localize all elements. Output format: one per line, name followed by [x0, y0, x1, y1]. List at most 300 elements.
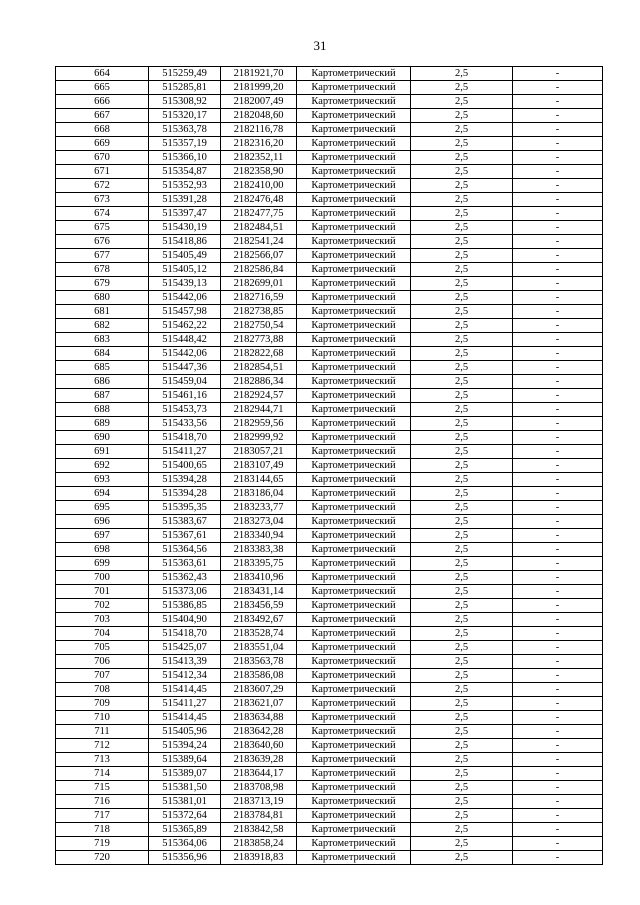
x-coordinate-cell: 515405,12: [149, 263, 221, 277]
method-cell: Картометрический: [297, 473, 411, 487]
table-row: [56, 683, 603, 697]
method-cell: Картометрический: [297, 697, 411, 711]
note-cell: -: [513, 655, 603, 669]
point-number-cell: 691: [56, 445, 149, 459]
point-number-cell: 667: [56, 109, 149, 123]
table-row: [56, 165, 603, 179]
y-coordinate-cell: 2182773,88: [221, 333, 297, 347]
y-coordinate-cell: 2183642,28: [221, 725, 297, 739]
y-coordinate-cell: 2183273,04: [221, 515, 297, 529]
y-coordinate-cell: 2183410,96: [221, 571, 297, 585]
accuracy-cell: 2,5: [411, 473, 513, 487]
x-coordinate-cell: 515462,22: [149, 319, 221, 333]
y-coordinate-cell: 2183563,78: [221, 655, 297, 669]
note-cell: -: [513, 277, 603, 291]
table-row: [56, 81, 603, 95]
table-row: [56, 529, 603, 543]
method-cell: Картометрический: [297, 417, 411, 431]
x-coordinate-cell: 515362,43: [149, 571, 221, 585]
point-number-cell: 682: [56, 319, 149, 333]
note-cell: -: [513, 557, 603, 571]
point-number-cell: 715: [56, 781, 149, 795]
x-coordinate-cell: 515285,81: [149, 81, 221, 95]
accuracy-cell: 2,5: [411, 711, 513, 725]
x-coordinate-cell: 515418,70: [149, 627, 221, 641]
page-number: 31: [313, 38, 327, 53]
accuracy-cell: 2,5: [411, 291, 513, 305]
method-cell: Картометрический: [297, 725, 411, 739]
y-coordinate-cell: 2182716,59: [221, 291, 297, 305]
table-row: [56, 781, 603, 795]
y-coordinate-cell: 2182886,34: [221, 375, 297, 389]
y-coordinate-cell: 2183640,60: [221, 739, 297, 753]
table-row: [56, 557, 603, 571]
note-cell: -: [513, 515, 603, 529]
table-row: [56, 333, 603, 347]
method-cell: Картометрический: [297, 795, 411, 809]
y-coordinate-cell: 2183586,08: [221, 669, 297, 683]
point-number-cell: 713: [56, 753, 149, 767]
table-row: [56, 739, 603, 753]
method-cell: Картометрический: [297, 613, 411, 627]
note-cell: -: [513, 445, 603, 459]
accuracy-cell: 2,5: [411, 67, 513, 81]
y-coordinate-cell: 2182358,90: [221, 165, 297, 179]
point-number-cell: 701: [56, 585, 149, 599]
method-cell: Картометрический: [297, 543, 411, 557]
y-coordinate-cell: 2182738,85: [221, 305, 297, 319]
x-coordinate-cell: 515364,06: [149, 837, 221, 851]
point-number-cell: 695: [56, 501, 149, 515]
table-row: [56, 445, 603, 459]
table-row: [56, 109, 603, 123]
note-cell: -: [513, 207, 603, 221]
note-cell: -: [513, 683, 603, 697]
x-coordinate-cell: 515418,86: [149, 235, 221, 249]
x-coordinate-cell: 515386,85: [149, 599, 221, 613]
accuracy-cell: 2,5: [411, 851, 513, 865]
method-cell: Картометрический: [297, 669, 411, 683]
table-row: [56, 431, 603, 445]
x-coordinate-cell: 515365,89: [149, 823, 221, 837]
x-coordinate-cell: 515418,70: [149, 431, 221, 445]
x-coordinate-cell: 515372,64: [149, 809, 221, 823]
x-coordinate-cell: 515413,39: [149, 655, 221, 669]
y-coordinate-cell: 2183842,58: [221, 823, 297, 837]
note-cell: -: [513, 403, 603, 417]
y-coordinate-cell: 2183340,94: [221, 529, 297, 543]
note-cell: -: [513, 305, 603, 319]
y-coordinate-cell: 2182352,11: [221, 151, 297, 165]
method-cell: Картометрический: [297, 515, 411, 529]
point-number-cell: 679: [56, 277, 149, 291]
note-cell: -: [513, 347, 603, 361]
point-number-cell: 692: [56, 459, 149, 473]
table-row: [56, 389, 603, 403]
note-cell: -: [513, 627, 603, 641]
point-number-cell: 675: [56, 221, 149, 235]
table-row: [56, 459, 603, 473]
x-coordinate-cell: 515448,42: [149, 333, 221, 347]
method-cell: Картометрический: [297, 627, 411, 641]
y-coordinate-cell: 2182477,75: [221, 207, 297, 221]
x-coordinate-cell: 515442,06: [149, 347, 221, 361]
point-number-cell: 687: [56, 389, 149, 403]
y-coordinate-cell: 2183144,65: [221, 473, 297, 487]
note-cell: -: [513, 585, 603, 599]
accuracy-cell: 2,5: [411, 543, 513, 557]
x-coordinate-cell: 515395,35: [149, 501, 221, 515]
x-coordinate-cell: 515259,49: [149, 67, 221, 81]
table-row: [56, 837, 603, 851]
accuracy-cell: 2,5: [411, 669, 513, 683]
method-cell: Картометрический: [297, 487, 411, 501]
x-coordinate-cell: 515404,90: [149, 613, 221, 627]
y-coordinate-cell: 2183621,07: [221, 697, 297, 711]
table-row: [56, 655, 603, 669]
y-coordinate-cell: 2183713,19: [221, 795, 297, 809]
accuracy-cell: 2,5: [411, 585, 513, 599]
y-coordinate-cell: 2182484,51: [221, 221, 297, 235]
x-coordinate-cell: 515383,67: [149, 515, 221, 529]
note-cell: -: [513, 263, 603, 277]
method-cell: Картометрический: [297, 753, 411, 767]
table-row: [56, 487, 603, 501]
point-number-cell: 666: [56, 95, 149, 109]
accuracy-cell: 2,5: [411, 781, 513, 795]
point-number-cell: 685: [56, 361, 149, 375]
accuracy-cell: 2,5: [411, 445, 513, 459]
table-row: [56, 221, 603, 235]
accuracy-cell: 2,5: [411, 109, 513, 123]
point-number-cell: 672: [56, 179, 149, 193]
note-cell: -: [513, 529, 603, 543]
accuracy-cell: 2,5: [411, 823, 513, 837]
x-coordinate-cell: 515364,56: [149, 543, 221, 557]
method-cell: Картометрический: [297, 445, 411, 459]
method-cell: Картометрический: [297, 319, 411, 333]
table-row: [56, 613, 603, 627]
accuracy-cell: 2,5: [411, 431, 513, 445]
method-cell: Картометрический: [297, 781, 411, 795]
table-row: [56, 809, 603, 823]
note-cell: -: [513, 599, 603, 613]
x-coordinate-cell: 515414,45: [149, 683, 221, 697]
method-cell: Картометрический: [297, 711, 411, 725]
note-cell: -: [513, 781, 603, 795]
accuracy-cell: 2,5: [411, 487, 513, 501]
method-cell: Картометрический: [297, 221, 411, 235]
accuracy-cell: 2,5: [411, 753, 513, 767]
point-number-cell: 674: [56, 207, 149, 221]
accuracy-cell: 2,5: [411, 655, 513, 669]
point-number-cell: 710: [56, 711, 149, 725]
note-cell: -: [513, 109, 603, 123]
method-cell: Картометрический: [297, 109, 411, 123]
y-coordinate-cell: 2182316,20: [221, 137, 297, 151]
accuracy-cell: 2,5: [411, 123, 513, 137]
method-cell: Картометрический: [297, 95, 411, 109]
note-cell: -: [513, 809, 603, 823]
y-coordinate-cell: 2183784,81: [221, 809, 297, 823]
note-cell: -: [513, 319, 603, 333]
method-cell: Картометрический: [297, 837, 411, 851]
coordinates-table: [55, 66, 603, 865]
table-row: [56, 571, 603, 585]
accuracy-cell: 2,5: [411, 739, 513, 753]
note-cell: -: [513, 235, 603, 249]
accuracy-cell: 2,5: [411, 277, 513, 291]
y-coordinate-cell: 2182944,71: [221, 403, 297, 417]
table-row: [56, 473, 603, 487]
table-row: [56, 207, 603, 221]
x-coordinate-cell: 515397,47: [149, 207, 221, 221]
table-row: [56, 305, 603, 319]
x-coordinate-cell: 515442,06: [149, 291, 221, 305]
point-number-cell: 699: [56, 557, 149, 571]
table-row: [56, 725, 603, 739]
point-number-cell: 705: [56, 641, 149, 655]
x-coordinate-cell: 515389,64: [149, 753, 221, 767]
method-cell: Картометрический: [297, 403, 411, 417]
method-cell: Картометрический: [297, 123, 411, 137]
note-cell: -: [513, 417, 603, 431]
table-row: [56, 669, 603, 683]
note-cell: -: [513, 249, 603, 263]
method-cell: Картометрический: [297, 739, 411, 753]
point-number-cell: 669: [56, 137, 149, 151]
y-coordinate-cell: 2182822,68: [221, 347, 297, 361]
point-number-cell: 716: [56, 795, 149, 809]
x-coordinate-cell: 515457,98: [149, 305, 221, 319]
y-coordinate-cell: 2183551,04: [221, 641, 297, 655]
accuracy-cell: 2,5: [411, 81, 513, 95]
y-coordinate-cell: 2183456,59: [221, 599, 297, 613]
point-number-cell: 694: [56, 487, 149, 501]
y-coordinate-cell: 2182007,49: [221, 95, 297, 109]
x-coordinate-cell: 515447,36: [149, 361, 221, 375]
y-coordinate-cell: 2182476,48: [221, 193, 297, 207]
table-row: [56, 249, 603, 263]
method-cell: Картометрический: [297, 179, 411, 193]
point-number-cell: 668: [56, 123, 149, 137]
note-cell: -: [513, 767, 603, 781]
method-cell: Картометрический: [297, 851, 411, 865]
accuracy-cell: 2,5: [411, 599, 513, 613]
point-number-cell: 707: [56, 669, 149, 683]
accuracy-cell: 2,5: [411, 529, 513, 543]
x-coordinate-cell: 515394,28: [149, 473, 221, 487]
x-coordinate-cell: 515363,78: [149, 123, 221, 137]
method-cell: Картометрический: [297, 501, 411, 515]
accuracy-cell: 2,5: [411, 795, 513, 809]
note-cell: -: [513, 739, 603, 753]
x-coordinate-cell: 515320,17: [149, 109, 221, 123]
y-coordinate-cell: 2182999,92: [221, 431, 297, 445]
note-cell: -: [513, 669, 603, 683]
method-cell: Картометрический: [297, 347, 411, 361]
x-coordinate-cell: 515439,13: [149, 277, 221, 291]
accuracy-cell: 2,5: [411, 193, 513, 207]
y-coordinate-cell: 2183528,74: [221, 627, 297, 641]
point-number-cell: 693: [56, 473, 149, 487]
table-row: [56, 697, 603, 711]
table-row: [56, 823, 603, 837]
method-cell: Картометрический: [297, 305, 411, 319]
accuracy-cell: 2,5: [411, 403, 513, 417]
x-coordinate-cell: 515411,27: [149, 445, 221, 459]
note-cell: -: [513, 151, 603, 165]
x-coordinate-cell: 515433,56: [149, 417, 221, 431]
accuracy-cell: 2,5: [411, 501, 513, 515]
point-number-cell: 671: [56, 165, 149, 179]
x-coordinate-cell: 515391,28: [149, 193, 221, 207]
point-number-cell: 704: [56, 627, 149, 641]
table-row: [56, 347, 603, 361]
point-number-cell: 696: [56, 515, 149, 529]
y-coordinate-cell: 2183431,14: [221, 585, 297, 599]
y-coordinate-cell: 2182410,00: [221, 179, 297, 193]
table-row: [56, 361, 603, 375]
note-cell: -: [513, 795, 603, 809]
point-number-cell: 676: [56, 235, 149, 249]
point-number-cell: 681: [56, 305, 149, 319]
method-cell: Картометрический: [297, 263, 411, 277]
method-cell: Картометрический: [297, 333, 411, 347]
accuracy-cell: 2,5: [411, 767, 513, 781]
y-coordinate-cell: 2182566,07: [221, 249, 297, 263]
note-cell: -: [513, 67, 603, 81]
y-coordinate-cell: 2182854,51: [221, 361, 297, 375]
accuracy-cell: 2,5: [411, 249, 513, 263]
table-row: [56, 585, 603, 599]
table-row: [56, 767, 603, 781]
method-cell: Картометрический: [297, 431, 411, 445]
y-coordinate-cell: 2181999,20: [221, 81, 297, 95]
x-coordinate-cell: 515381,01: [149, 795, 221, 809]
accuracy-cell: 2,5: [411, 375, 513, 389]
table-row: [56, 641, 603, 655]
point-number-cell: 686: [56, 375, 149, 389]
point-number-cell: 684: [56, 347, 149, 361]
accuracy-cell: 2,5: [411, 417, 513, 431]
table-row: [56, 291, 603, 305]
table-row: [56, 123, 603, 137]
x-coordinate-cell: 515357,19: [149, 137, 221, 151]
accuracy-cell: 2,5: [411, 305, 513, 319]
note-cell: -: [513, 753, 603, 767]
table-row: [56, 193, 603, 207]
point-number-cell: 670: [56, 151, 149, 165]
y-coordinate-cell: 2182924,57: [221, 389, 297, 403]
note-cell: -: [513, 487, 603, 501]
point-number-cell: 689: [56, 417, 149, 431]
y-coordinate-cell: 2182959,56: [221, 417, 297, 431]
x-coordinate-cell: 515414,45: [149, 711, 221, 725]
y-coordinate-cell: 2183057,21: [221, 445, 297, 459]
x-coordinate-cell: 515373,06: [149, 585, 221, 599]
note-cell: -: [513, 725, 603, 739]
x-coordinate-cell: 515459,04: [149, 375, 221, 389]
y-coordinate-cell: 2183708,98: [221, 781, 297, 795]
method-cell: Картометрический: [297, 641, 411, 655]
x-coordinate-cell: 515411,27: [149, 697, 221, 711]
x-coordinate-cell: 515352,93: [149, 179, 221, 193]
point-number-cell: 683: [56, 333, 149, 347]
note-cell: -: [513, 431, 603, 445]
table-row: [56, 67, 603, 81]
table-row: [56, 753, 603, 767]
x-coordinate-cell: 515394,24: [149, 739, 221, 753]
y-coordinate-cell: 2182699,01: [221, 277, 297, 291]
table-row: [56, 235, 603, 249]
x-coordinate-cell: 515412,34: [149, 669, 221, 683]
method-cell: Картометрический: [297, 529, 411, 543]
note-cell: -: [513, 221, 603, 235]
method-cell: Картометрический: [297, 151, 411, 165]
method-cell: Картометрический: [297, 767, 411, 781]
method-cell: Картометрический: [297, 375, 411, 389]
accuracy-cell: 2,5: [411, 347, 513, 361]
x-coordinate-cell: 515381,50: [149, 781, 221, 795]
method-cell: Картометрический: [297, 655, 411, 669]
y-coordinate-cell: 2183607,29: [221, 683, 297, 697]
accuracy-cell: 2,5: [411, 333, 513, 347]
point-number-cell: 673: [56, 193, 149, 207]
table-row: [56, 95, 603, 109]
accuracy-cell: 2,5: [411, 725, 513, 739]
note-cell: -: [513, 375, 603, 389]
note-cell: -: [513, 697, 603, 711]
y-coordinate-cell: 2182586,84: [221, 263, 297, 277]
y-coordinate-cell: 2183186,04: [221, 487, 297, 501]
method-cell: Картометрический: [297, 823, 411, 837]
point-number-cell: 703: [56, 613, 149, 627]
note-cell: -: [513, 165, 603, 179]
note-cell: -: [513, 291, 603, 305]
y-coordinate-cell: 2183639,28: [221, 753, 297, 767]
y-coordinate-cell: 2183395,75: [221, 557, 297, 571]
method-cell: Картометрический: [297, 459, 411, 473]
accuracy-cell: 2,5: [411, 207, 513, 221]
note-cell: -: [513, 179, 603, 193]
accuracy-cell: 2,5: [411, 263, 513, 277]
accuracy-cell: 2,5: [411, 235, 513, 249]
x-coordinate-cell: 515453,73: [149, 403, 221, 417]
x-coordinate-cell: 515400,65: [149, 459, 221, 473]
accuracy-cell: 2,5: [411, 809, 513, 823]
x-coordinate-cell: 515389,07: [149, 767, 221, 781]
method-cell: Картометрический: [297, 137, 411, 151]
point-number-cell: 664: [56, 67, 149, 81]
point-number-cell: 720: [56, 851, 149, 865]
accuracy-cell: 2,5: [411, 571, 513, 585]
method-cell: Картометрический: [297, 683, 411, 697]
table-row: [56, 179, 603, 193]
note-cell: -: [513, 571, 603, 585]
table-row: [56, 795, 603, 809]
table-row: [56, 543, 603, 557]
note-cell: -: [513, 473, 603, 487]
point-number-cell: 697: [56, 529, 149, 543]
note-cell: -: [513, 95, 603, 109]
x-coordinate-cell: 515367,61: [149, 529, 221, 543]
note-cell: -: [513, 193, 603, 207]
note-cell: -: [513, 851, 603, 865]
point-number-cell: 711: [56, 725, 149, 739]
method-cell: Картометрический: [297, 557, 411, 571]
table-row: [56, 501, 603, 515]
